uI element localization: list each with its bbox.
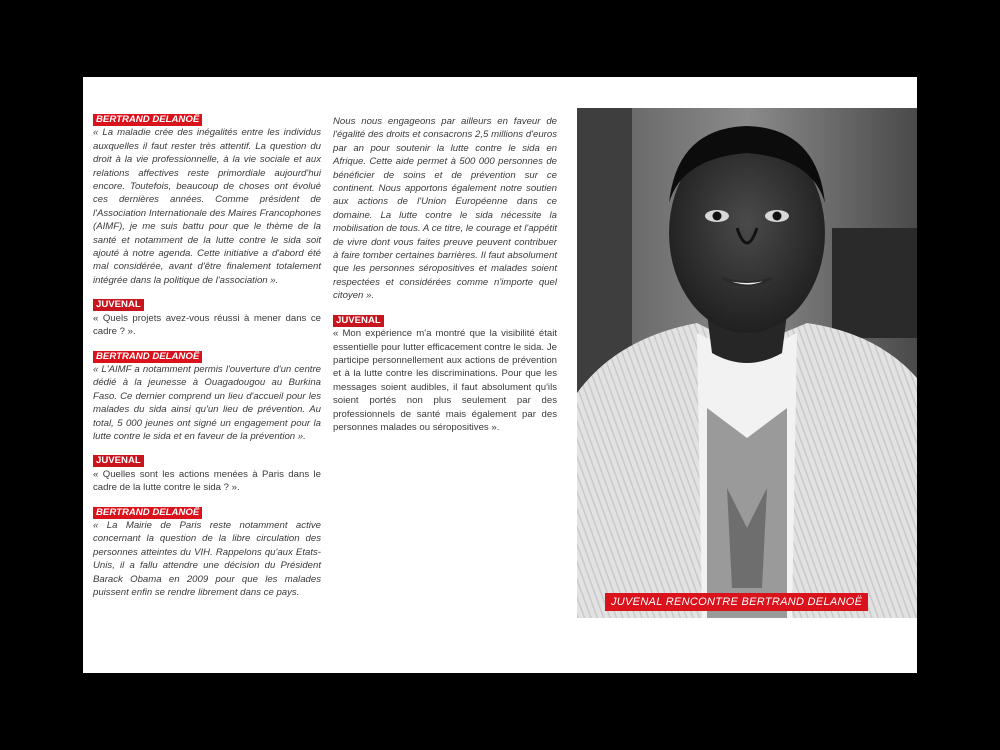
interview-block [93,298,321,338]
magazine-page [83,77,917,673]
portrait-illustration [577,108,917,618]
speaker-label: BERTRAND DELANOË [93,507,202,519]
article-column-left [93,113,321,610]
interview-text: « Quels projets avez-vous réussi à mener dans ce cadre ? ». [93,312,321,338]
speaker-label: JUVENAL [93,299,144,311]
photo-caption: JUVENAL RENCONTRE BERTRAND DELANOË [605,593,868,611]
interview-block [93,113,321,287]
speaker-label: JUVENAL [333,315,384,327]
speaker-label: JUVENAL [93,455,144,467]
interview-block [333,314,557,435]
interview-text: « Quelles sont les actions menées à Paris dans le cadre de la lutte contre le sida ? ». [93,468,321,494]
speaker-label: BERTRAND DELANOË [93,114,202,126]
interview-text: « La Mairie de Paris reste notamment active concernant la question de la libre circulation des personnes atteintes du VIH. Rappelons qu'aux Etats-Unis, il a fallu attendre une décision du Président Barack Obama en 2009 pour que les malades puissent enfin se rendre librement dans ce pays. [93,519,321,598]
interview-text: « La maladie crée des inégalités entre les individus auxquelles il faut rester très attentif. La question du droit à la vie professionnelle, à la vie sociale et aux relations affectives reste primordiale aujourd'hui encore. Toutefois, beaucoup de choses ont évolué ces dernières années. Comme président de l'Association Internationale des Maires Francophones (AIMF), je me suis battu pour que le thème de la santé et notamment de la lutte contre le sida soit ajouté à notre agenda. Cette initiative a d'abord été mal considérée, avant d'être finalement totalement intégrée dans la politique de l'association ». [93,127,321,286]
article-column-right [333,115,557,445]
interview-block [93,506,321,600]
speaker-label: BERTRAND DELANOË [93,351,202,363]
interview-block [93,454,321,494]
interview-block [333,115,557,303]
portrait-photo [577,108,917,618]
interview-text: Nous nous engageons par ailleurs en faveur de l'égalité des droits et consacrons 2,5 millions d'euros par an pour soutenir la lutte contre le sida en Afrique. Cette aide permet à 500 000 personnes de bénéficier de soins et de prévention sur ce continent. Nous apportons également notre soutien aux actions de l'Union Européenne dans ce domaine. La lutte contre le sida nécessite la mobilisation de tous. A ce titre, le courage et l'appétit de vivre dont vous faites preuve peuvent contribuer à faire tomber certaines barrières. Il faut absolument que les personnes séropositives et malades soient respectées et considérées comme n'importe quel citoyen ». [333,116,557,302]
interview-text: « Mon expérience m'a montré que la visibilité était essentielle pour lutter efficacement contre le sida. Je participe personnellement aux actions de prévention et à la lutte contre les discriminations. Pour que les messages soient audibles, il faut absolument qu'ils soient portés non plus seulement par des professionnels de santé mais également par des personnes malades ou séropositives ». [333,328,557,433]
interview-text: « L'AIMF a notamment permis l'ouverture d'un centre dédié à la jeunesse à Ouagadougou au Burkina Faso. Ce dernier comprend un lieu d'accueil pour les malades du sida ainsi qu'un lieu de prévention. Au total, 5 000 jeunes ont signé un engagement pour la lutte contre le sida et en faveur de la prévention ». [93,363,321,442]
interview-block [93,350,321,444]
